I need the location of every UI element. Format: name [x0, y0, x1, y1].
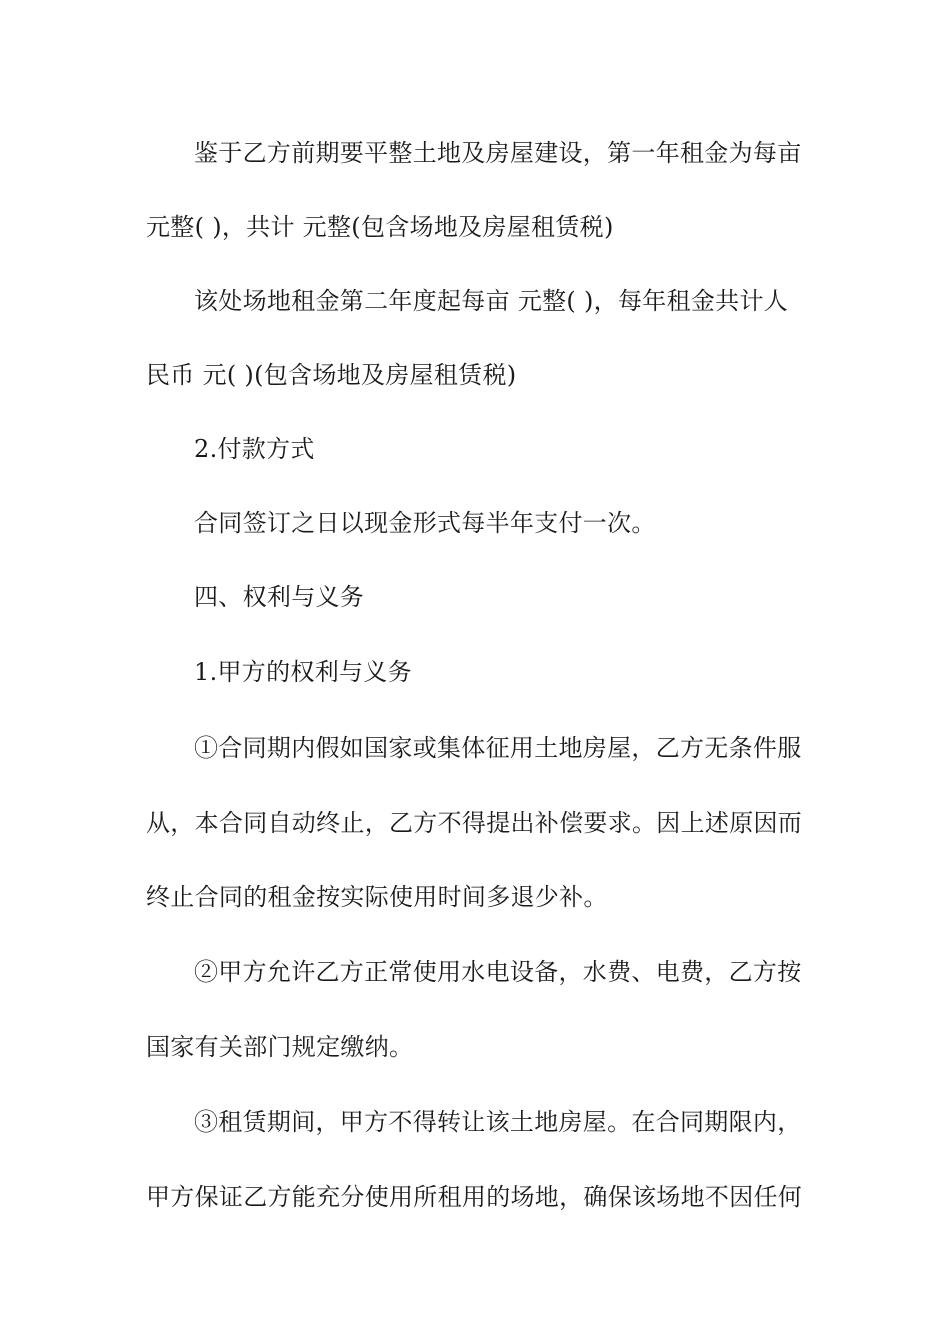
paragraph-line: ①合同期内假如国家或集体征用土地房屋，乙方无条件服 [194, 734, 802, 762]
paragraph-line: 鉴于乙方前期要平整土地及房屋建设，第一年租金为每亩 [194, 139, 802, 167]
paragraph-line: 甲方保证乙方能充分使用所租用的场地，确保该场地不因任何 [146, 1183, 803, 1211]
section-heading: 2.付款方式 [194, 435, 315, 463]
paragraph-line: 从，本合同自动终止，乙方不得提出补偿要求。因上述原因而 [146, 809, 803, 837]
paragraph-line: 元整( )，共计 元整(包含场地及房屋租赁税) [146, 213, 614, 241]
paragraph-line: 该处场地租金第二年度起每亩 元整( )，每年租金共计人 [194, 287, 789, 315]
paragraph-line: 民币 元( )(包含场地及房屋租赁税) [146, 361, 517, 389]
paragraph-line: 合同签订之日以现金形式每半年支付一次。 [194, 509, 656, 537]
paragraph-line: 终止合同的租金按实际使用时间多退少补。 [146, 883, 608, 911]
paragraph-line: 国家有关部门规定缴纳。 [146, 1033, 414, 1061]
paragraph-line: ②甲方允许乙方正常使用水电设备，水费、电费，乙方按 [194, 958, 802, 986]
paragraph-line: ③租赁期间，甲方不得转让该土地房屋。在合同期限内， [194, 1108, 802, 1136]
section-heading: 四、权利与义务 [194, 583, 365, 611]
section-heading: 1.甲方的权利与义务 [194, 658, 412, 686]
